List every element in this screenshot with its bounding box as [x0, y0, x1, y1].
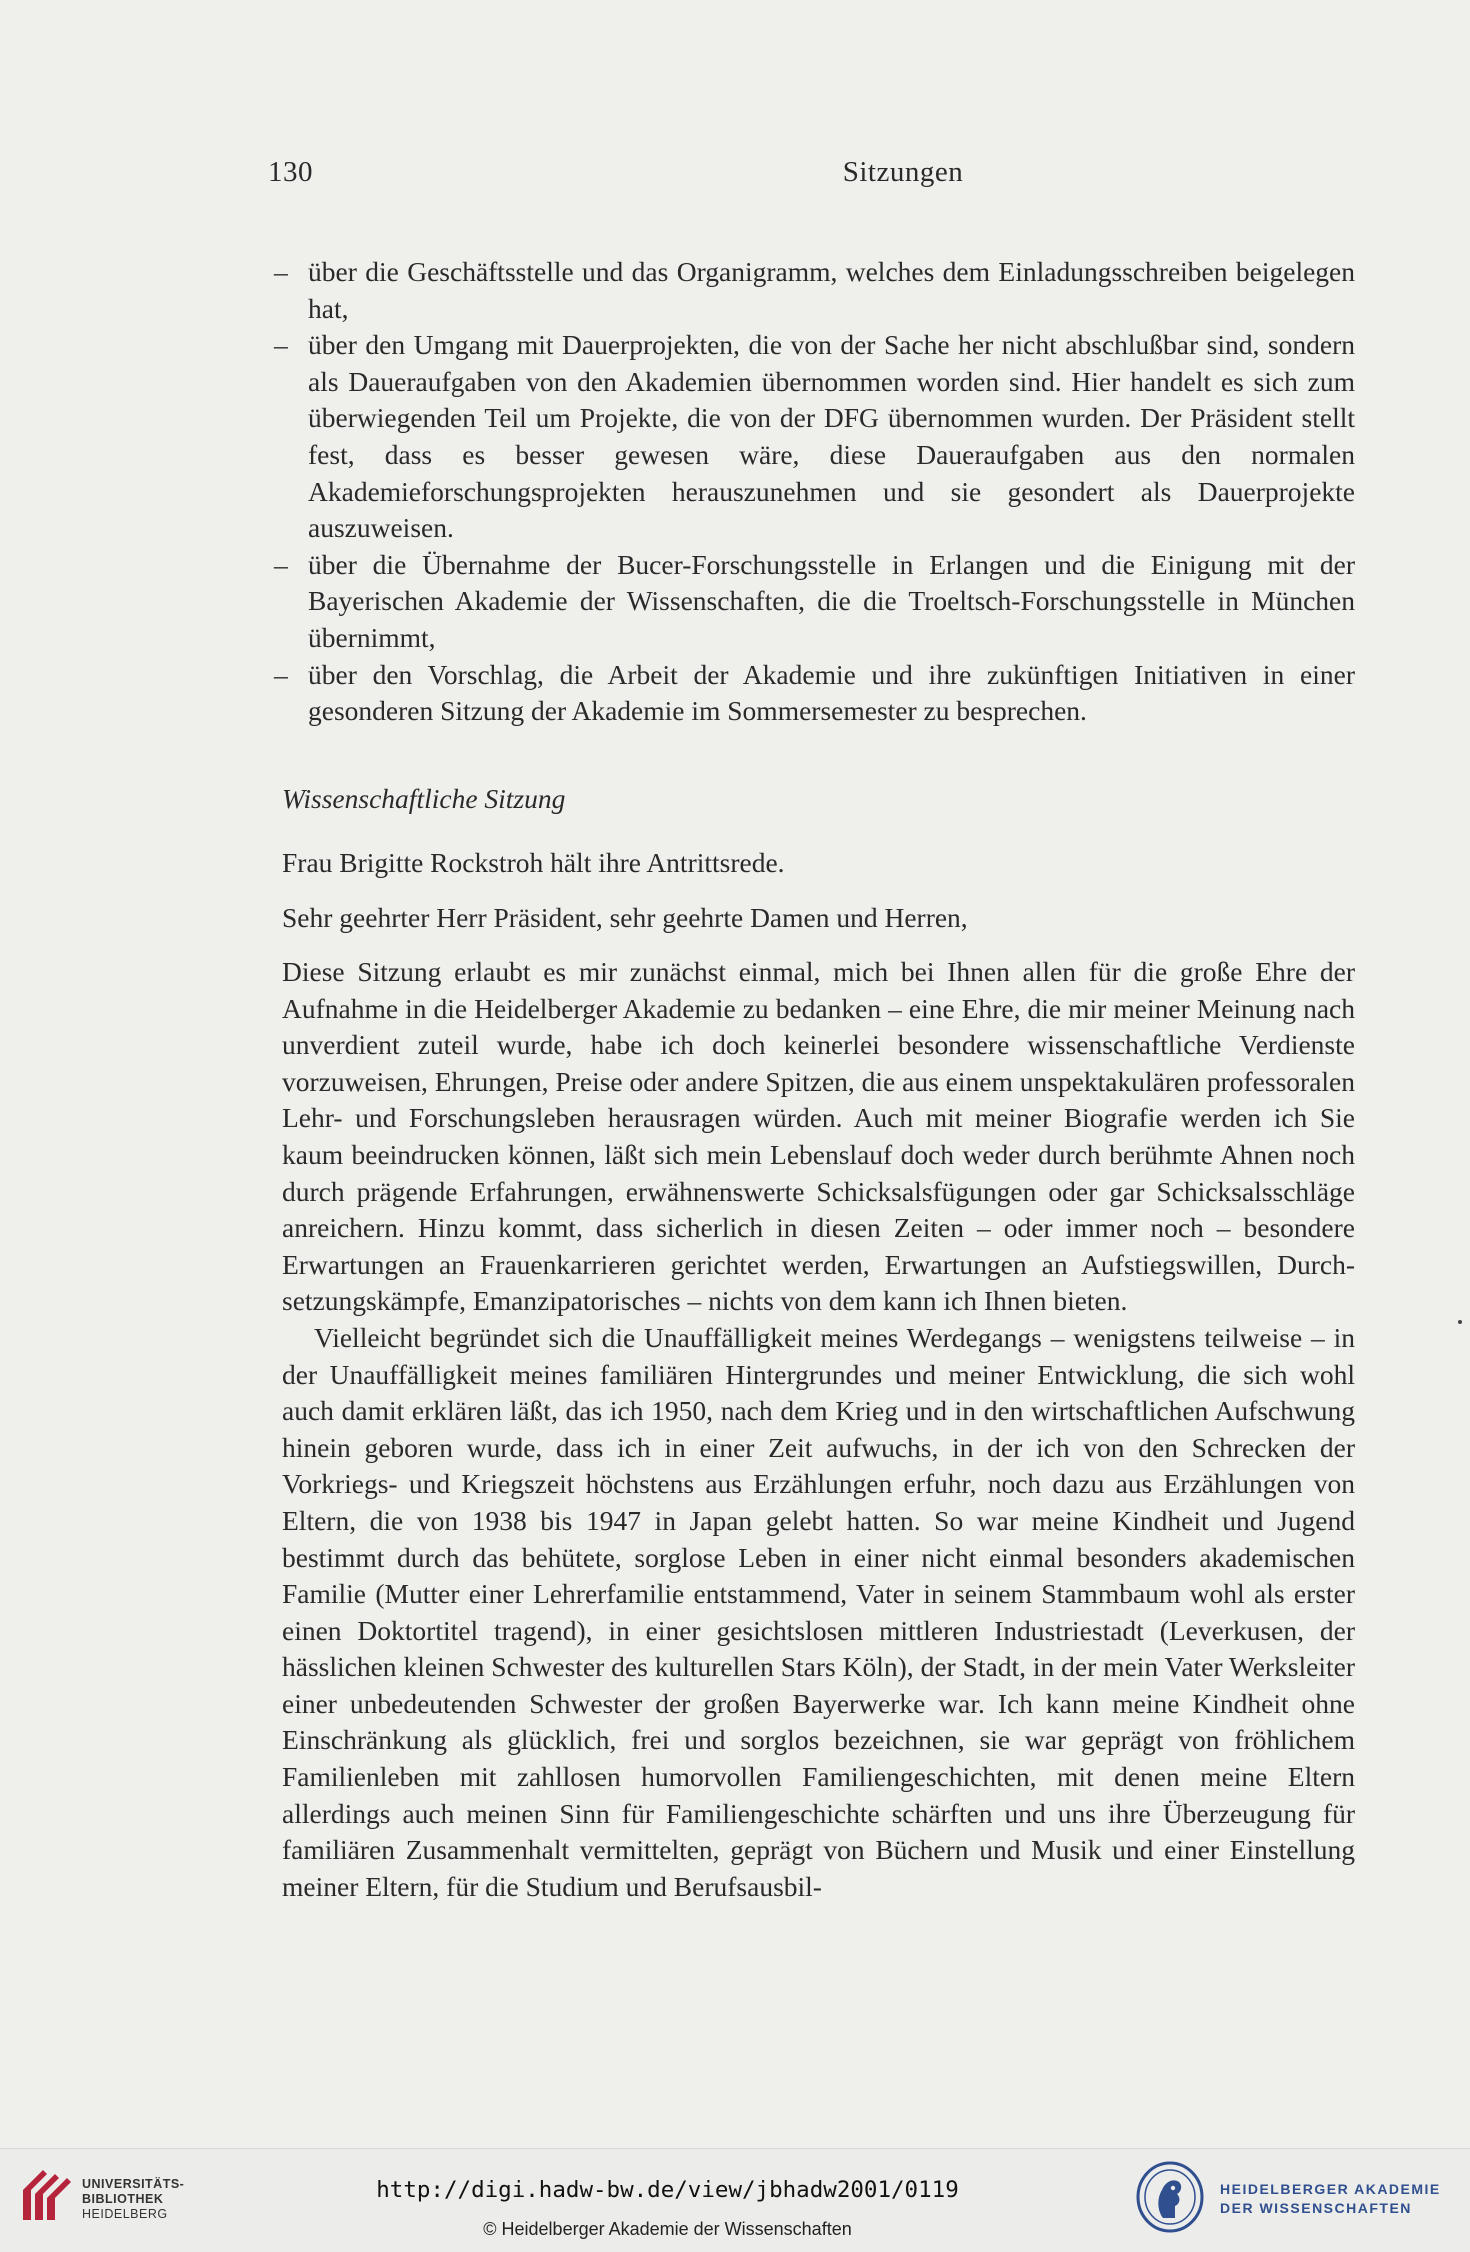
running-head — [268, 156, 1358, 196]
list-dash-icon: – — [274, 548, 288, 580]
library-name-line2: BIBLIOTHEK — [82, 2192, 164, 2206]
speech-body — [282, 954, 1355, 1905]
library-name — [82, 2177, 184, 2222]
speech-paragraph: Diese Sitzung erlaubt es mir zunächst einmal, mich bei Ihnen allen für die große Ehre der Aufnahme in die Heidelberger Akademie zu bedanken – eine Ehre, die mir meiner Meinung nach unverdient zuteil wurde, habe ich doch keinerlei besondere wissenschaftliche Verdienste vorzuweisen, Ehrungen, Preise oder andere Spitzen, die aus einem unspektakulären professoralen Lehr- und Forschungsleben herausragen würden. Auch mit meiner Biografie werden ich Sie kaum beeindrucken können, läßt sich mein Lebenslauf doch weder durch berühmte Ahnen noch durch prägende Erfahrungen, erwähnenswerte Schicksalsfügungen oder gar Schicksalsschläge anreichern. Hinzu kommt, dass sicherlich in diesen Zeiten – oder immer noch – besondere Erwartungen an Frauenkarrieren gerichtet werden, Erwartungen an Aufstiegswillen, Durchsetzungskämpfe, Emanzipatorisches – nichts von dem kann ich Ihnen bieten. — [282, 956, 1355, 1317]
permalink-url[interactable]: http://digi.hadw-bw.de/view/jbhadw2001/0119 — [376, 2177, 959, 2203]
list-item-text: über den Umgang mit Dauerprojekten, die von der Sache her nicht abschlußbar sind, sondern als Daueraufgaben von den Akademien übernommen worden sind. Hier handelt es sich zum überwiegenden Teil um Projekte, die von der DFG übernommen wurden. Der Präsident stellt fest, dass es besser gewesen wäre, diese Daueraufgaben aus den normalen Akademieforschungsprojekten herauszunehmen und sie gesondert als Dauerprojekte auszuweisen. — [308, 329, 1355, 544]
list-item-text: über die Geschäftsstelle und das Organigramm, welches dem Einladungsschreiben beigelegen hat, — [308, 256, 1355, 324]
salutation: Sehr geehrter Herr Präsident, sehr geehrte Damen und Herren, — [282, 902, 968, 933]
library-name-line1: UNIVERSITÄTS- — [82, 2177, 185, 2191]
section-heading: Wissenschaftliche Sitzung — [282, 783, 566, 814]
library-name-line3: HEIDELBERG — [82, 2207, 168, 2221]
agenda-list-item — [274, 547, 1355, 657]
copyright-notice: © Heidelberger Akademie der Wissenschaften — [483, 2219, 852, 2239]
list-item-text: über den Vorschlag, die Arbeit der Akademie und ihre zukünftigen Initiativen in einer gesonderen Sitzung der Akademie im Sommersemester zu besprechen. — [308, 658, 1355, 727]
agenda-list-item — [274, 327, 1355, 547]
agenda-list-item — [274, 657, 1355, 730]
ub-heidelberg-logo-icon — [17, 2164, 75, 2226]
list-dash-icon: – — [274, 329, 288, 361]
academy-name — [1220, 2180, 1441, 2218]
list-dash-icon: – — [274, 658, 288, 690]
academy-name-line1: HEIDELBERGER AKADEMIE — [1220, 2181, 1441, 2197]
academy-name-line2: DER WISSENSCHAFTEN — [1220, 2200, 1412, 2216]
speech-paragraph: Vielleicht begründet sich die Unauffälligkeit meines Werdegangs – wenigstens teilweise – in der Unauffälligkeit meines familiären Hintergrundes und meiner Entwicklung, die sich wohl auch damit erklären läßt, das ich 1950, nach dem Krieg und in den wirtschaftlichen Aufschwung hinein geboren wurde, dass ich in einer Zeit aufwuchs, in der ich von den Schrecken der Vorkriegs- und Kriegszeit höchstens aus Erzählungen erfuhr, noch dazu aus Erzählungen von Eltern, die von 1938 bis 1947 in Japan gelebt hatten. So war meine Kindheit und Jugend bestimmt durch das behütete, sorglose Leben in einer nicht einmal besonders akademischen Familie (Mutter einer Lehrerfamilie entstammend, Vater in seinem Stammbaum wohl als erster einen Doktortitel tragend), in einer gesichtslosen mittleren Industriestadt (Leverkusen, der hässlichen kleinen Schwester des kulturellen Stars Köln), der Stadt, in der mein Vater Werksleiter einer unbedeutenden Schwester der großen Bayerwerke war. Ich kann meine Kindheit ohne Einschränkung als glücklich, frei und sorglos bezeichnen, sie war geprägt von fröhlichem Familienleben mit zahllosen humorvollen Familiengeschichten, mit denen meine Eltern allerdings auch meinen Sinn für Familiengeschichte schärften und uns ihre Überzeugung für familiären Zusammenhalt vermittelten, geprägt von Büchern und Musik und einer Einstellung meiner Eltern, für die Studium und Berufsausbil- — [282, 1321, 1355, 1902]
hadw-seal-icon — [1135, 2160, 1205, 2234]
page-number: 130 — [268, 156, 313, 188]
page-edge-mark — [1458, 1320, 1462, 1324]
digitization-footer — [0, 2148, 1470, 2252]
section-title: Sitzungen — [842, 156, 964, 188]
agenda-list-item — [274, 254, 1355, 327]
agenda-list — [274, 254, 1355, 730]
speech-intro: Frau Brigitte Rockstroh hält ihre Antrittsrede. — [282, 847, 785, 878]
list-item-text: über die Übernahme der Bucer-Forschungsstelle in Erlangen und die Einigung mit der Bayerischen Akademie der Wissenschaften, die die Troeltsch-Forschungsstelle in München übernimmt, — [308, 548, 1355, 653]
list-dash-icon: – — [274, 256, 288, 287]
